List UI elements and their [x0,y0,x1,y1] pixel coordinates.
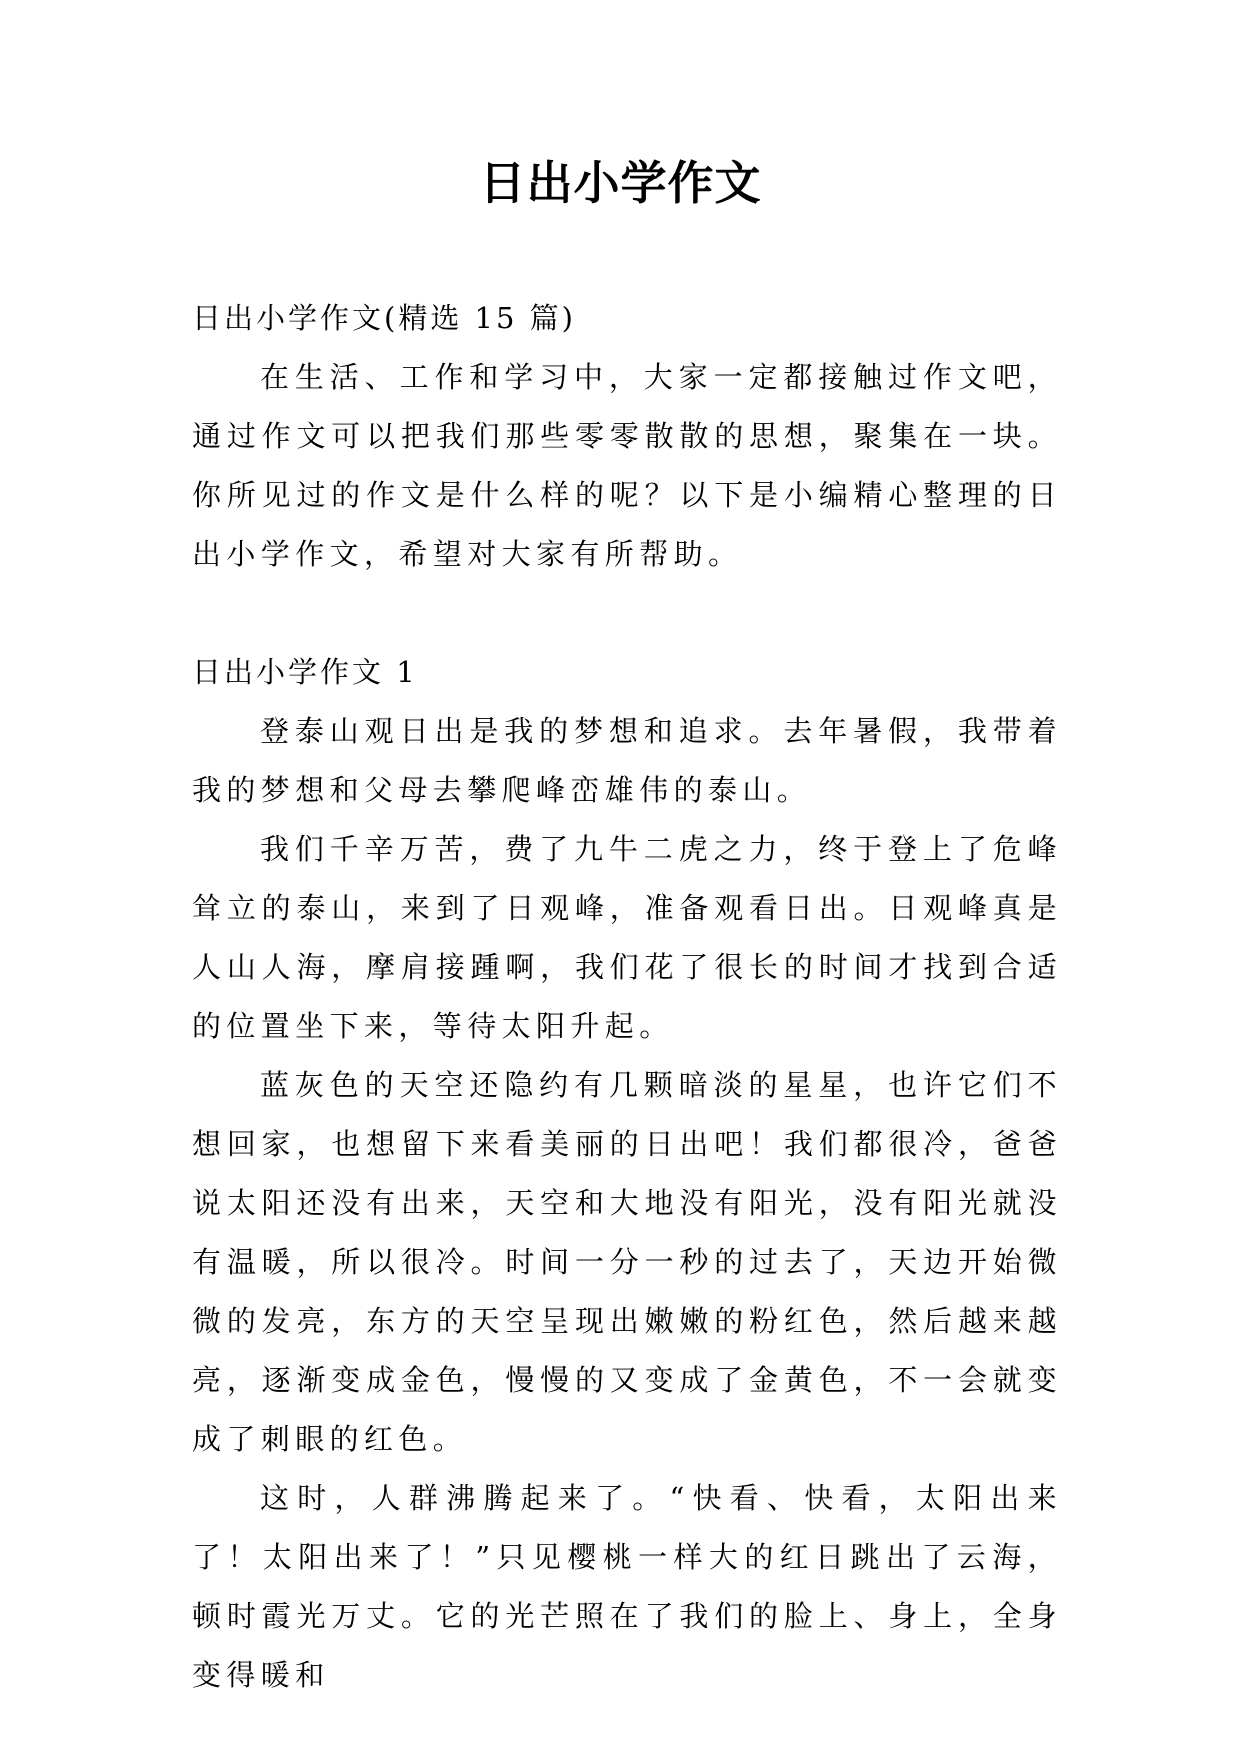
body-paragraph-4: 这时，人群沸腾起来了。“快看、快看，太阳出来了！太阳出来了！”只见樱桃一样大的红日跳出了云海，顿时霞光万丈。它的光芒照在了我们的脸上、身上，全身变得暖和 [192,1481,1062,1692]
document-title: 日出小学作文 [479,156,762,210]
body-paragraph-2: 我们千辛万苦，费了九牛二虎之力，终于登上了危峰耸立的泰山，来到了日观峰，准备观看日出。日观峰真是人山人海，摩肩接踵啊，我们花了很长的时间才找到合适的位置坐下来，等待太阳升起。 [192,832,1062,1043]
body-paragraph-3: 蓝灰色的天空还隐约有几颗暗淡的星星，也许它们不想回家，也想留下来看美丽的日出吧！我们都很冷，爸爸说太阳还没有出来，天空和大地没有阳光，没有阳光就没有温暖，所以很冷。时间一分一秒的过去了，天边开始微微的发亮，东方的天空呈现出嫩嫩的粉红色，然后越来越亮，逐渐变成金色，慢慢的又变成了金黄色，不一会就变成了刺眼的红色。 [192,1068,1062,1456]
section-spacer [192,584,1062,643]
document-body [192,289,1062,1705]
body-paragraph-1: 登泰山观日出是我的梦想和追求。去年暑假，我带着我的梦想和父母去攀爬峰峦雄伟的泰山。 [192,714,1062,807]
document-subtitle: 日出小学作文(精选 15 篇) [192,301,576,335]
intro-paragraph: 在生活、工作和学习中，大家一定都接触过作文吧，通过作文可以把我们那些零零散散的思想，聚集在一块。你所见过的作文是什么样的呢？以下是小编精心整理的日出小学作文，希望对大家有所帮助。 [192,360,1062,571]
section-heading: 日出小学作文 1 [192,655,418,689]
